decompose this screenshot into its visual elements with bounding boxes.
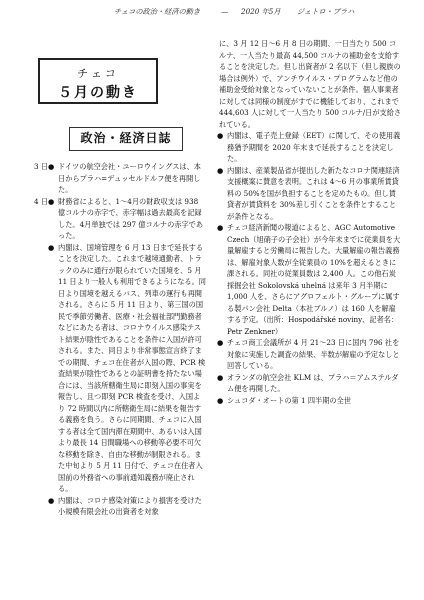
log-entry: [217, 372, 402, 395]
bullet-icon: ●: [217, 338, 224, 347]
entry-text: オランダの航空会社 KLM は、プラハ＝アムステルダム便を再開した。: [227, 372, 399, 393]
log-entry: [34, 242, 206, 495]
log-entry: [34, 161, 206, 196]
entry-text: 財務省によると、1～4月の財政収支は 938 億コルナの赤字で、赤字幅は過去最高を記録した。4月単独では 297 億コルナの赤字であった。: [58, 196, 204, 240]
title-country: チェコ: [77, 67, 119, 80]
entry-text: ドイツの航空会社・ユーロウイングスは、本日からプラハ=デュッセルドルフ便を再開した。: [58, 162, 201, 194]
entry-date: 3 日: [34, 162, 49, 171]
bullet-icon: ●: [217, 395, 224, 405]
right-entries: [217, 38, 402, 406]
entry-text: 内閣は、産業製品省が提出した新たなコロナ関連経済支援概案に賛意を表明。これは 4～6 月の事業所賃貸料の 50%を国が負担することを定めたもの。但し賃貸者が賃貸料を 30%差し引くことを条件とすることが条件となる。: [227, 165, 400, 221]
log-entry: [217, 130, 402, 165]
right-continuation: に、3 月 12 日～6 月 8 日の期間、一日当たり 500 コルナ、一人当たり最高 44,500 コルナの補助金を支給することを決定した。但し出資者が 2 名以下（但し親族の場合は例外）で、アンチウイルス・プログラムなど他の補助金受給対象となっていないことが条件。個人事業者に対しては同様の制度がすでに機能しており、これまで 444,603 人に対して一人当たり 500 コルナ/日が支給されている。: [219, 39, 402, 129]
bullet-icon: ●: [48, 242, 55, 252]
entry-text: 内閣は、コロナ感染対策により損害を受けた小規模有限会社の出資者を対象: [58, 495, 202, 516]
header-title: チェコの政治・経済の動き: [114, 7, 201, 16]
entry-text: 内閣は、電子売上登録（EET）に関して、その使用義務猶予期間を 2020 年末まで延長することを決定した。: [227, 131, 401, 163]
title-box: [38, 58, 158, 104]
bullet-icon: ●: [48, 162, 55, 171]
entry-text: 内閣は、国境管理を 6 月 13 日まで延長することを決定した。これまで越境通勤者、トラックのみに通行が限られていた国境を、5 月 11 日より一般人も利用できるようになる。同日より国境を越えるバス、列車の運行も再開される。さらに 5 月 11 日より、第三国の国民で季節労働者、医療・社会福祉部門勤務者などにあたる者は、コロナウイルス感染テスト結果が陰性であることを条件に入国が許可される。また、同日より非常事態宣言終了までの期間、チェコ在住者が入国の際、PCR 検査結果が陰性であるとの証明書を持たない場合には、当該所轄衛生局に即刻入国の事実を報告し、且つ即刻 PCR 検査を受け、入国より 72 時間以内に所轄衛生局に結果を報告する義務を負う。さらに同期間、チェコに入国する者は全て国内滞在期間中、あるいは入国より最長 14 日間職場への移動等必要不可欠な移動を除き、自由な移動が制限される。また中旬より 5 月 11 日付で、チェコ在住者入国前の外務省への事前通知義務が廃止される。: [58, 242, 206, 493]
log-entry: [217, 337, 402, 372]
bullet-icon: ●: [217, 372, 224, 382]
entry-text: チェコ商工会議所が 4 月 21～23 日に国内 796 社を対象に実施した調査の結果、半数が解雇の予定なしと回答している。: [227, 338, 400, 370]
left-entries: [34, 161, 206, 518]
entry-text: チェコ経済新聞の報道によると、AGC Automotive Czech（旭硝子の子会社）が今年末までに従業員を大量解雇すると労働局に報告した。大量解雇の報告義務は、解雇対象人数が全従業員の 10%を超えるときに課される。同社の従業員数は 2,400 人。この他石炭採掘会社 Sokolovská uhelná は来年 3 月半期に 1,000 人を、さらにアグロフェルト・グループに属する製パン会社 Delta（本社ブルノ）は 160 人を解雇する予定。（出所：Hospodářské noviny、記者名：Petr Zenkner）: [227, 223, 401, 336]
log-entry: [217, 222, 402, 337]
title-month: ５月の動き: [58, 85, 138, 101]
bullet-icon: ●: [48, 196, 55, 206]
log-entry: [34, 196, 206, 242]
log-entry: [34, 495, 206, 518]
bullet-icon: ●: [217, 223, 224, 232]
bullet-icon: ●: [217, 131, 224, 140]
entry-text: シュコダ・オートの第 1 四半期の全世: [227, 395, 352, 405]
right-entry-list: [217, 130, 402, 406]
section-title: 政治・経済日誌: [69, 127, 183, 151]
log-entry: [217, 165, 402, 223]
entry-date: 4 日: [34, 196, 49, 206]
header-dash: —: [221, 7, 229, 16]
header-org: ジェトロ・プラハ: [297, 7, 355, 16]
page-header: [0, 7, 424, 17]
header-date: 2020 年5月: [241, 7, 281, 16]
bullet-icon: ●: [48, 495, 55, 505]
bullet-icon: ●: [217, 165, 224, 175]
log-entry: [217, 395, 402, 407]
